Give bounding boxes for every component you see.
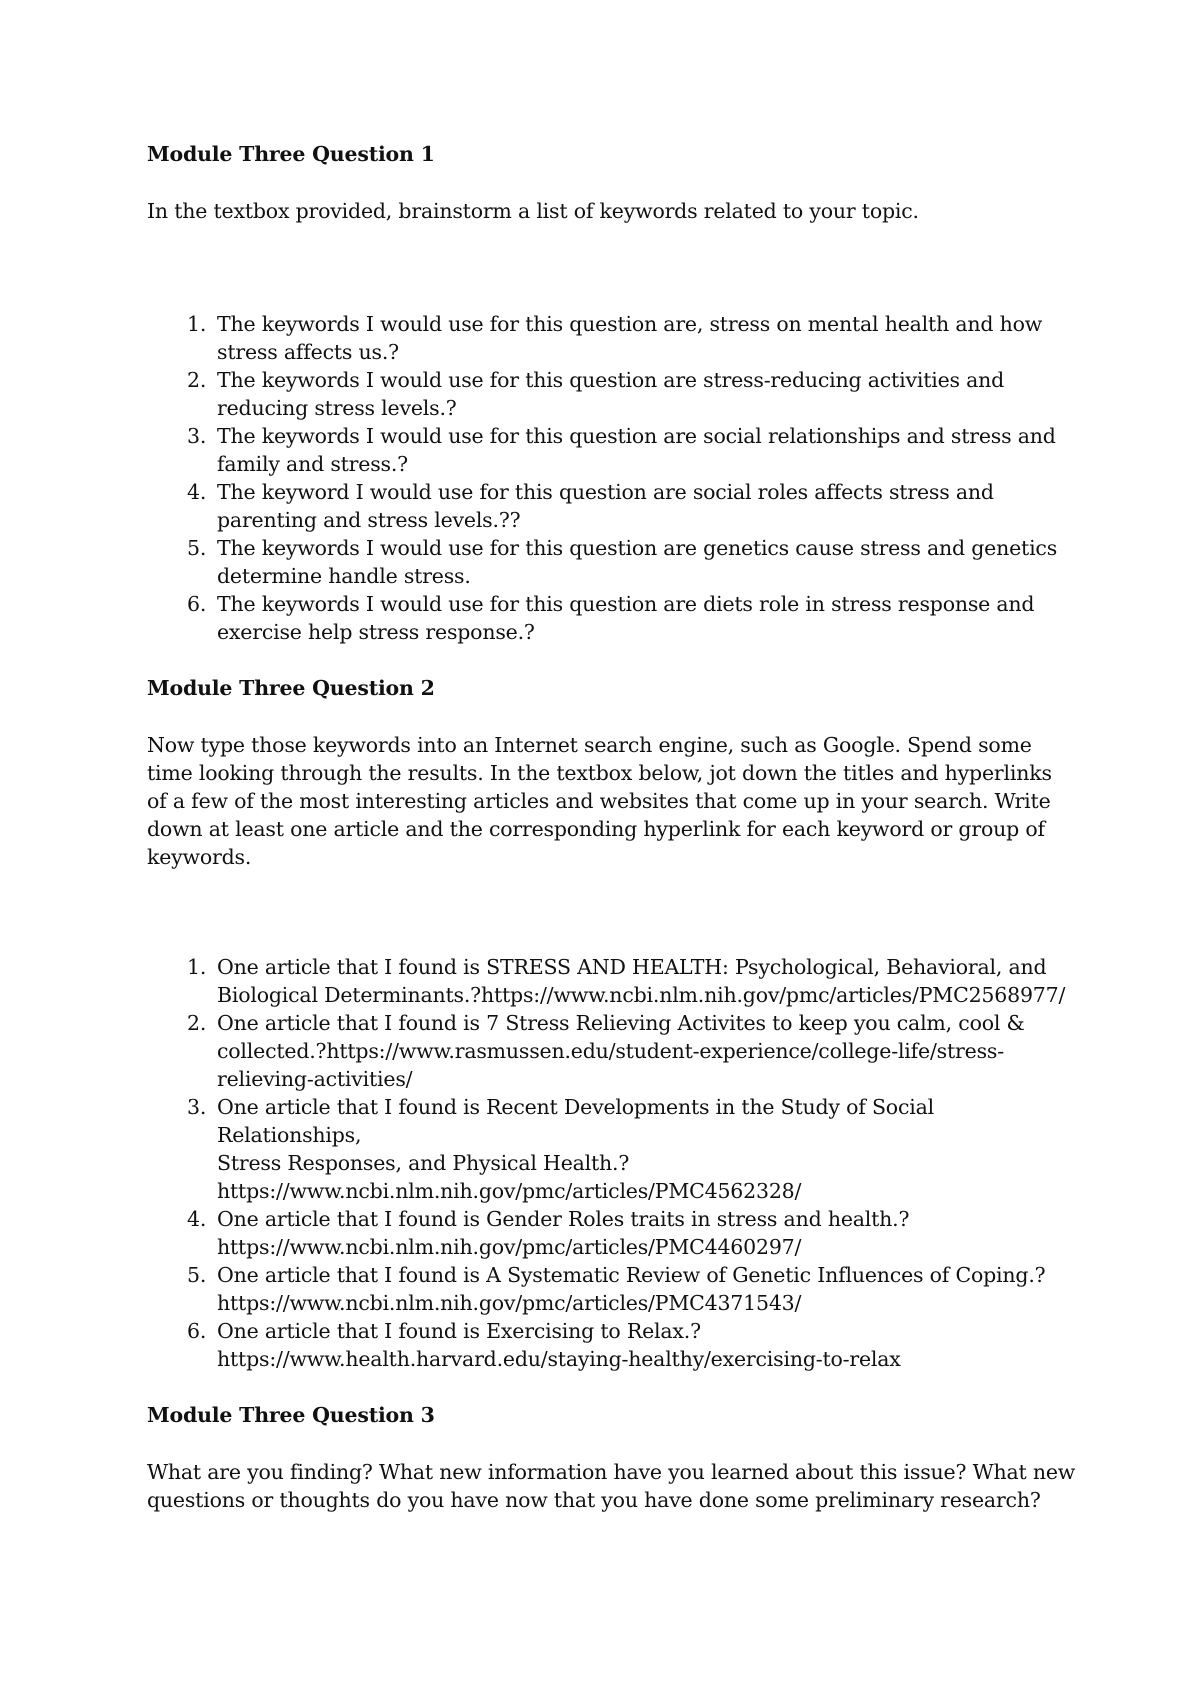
list-item-line: https://www.ncbi.nlm.nih.gov/pmc/articles/PMC4460297/ (217, 1235, 802, 1259)
list-number: 5. (187, 1263, 207, 1287)
q3-heading: Module Three Question 3 (147, 1403, 435, 1427)
list-item-line: One article that I found is STRESS AND HEALTH: Psychological, Behavioral, and (217, 955, 1047, 979)
list-item-text: The keywords I would use for this question are social relationships and stress and family and stress.? (217, 424, 1056, 476)
q3-prompt: What are you finding? What new information have you learned about this issue? What new questions or thoughts do you have now that you have done some preliminary research? (147, 1460, 1076, 1512)
list-item-line: collected.?https://www.rasmussen.edu/student-experience/college-life/stress- (217, 1039, 1004, 1063)
q1-keyword-list (147, 310, 1077, 646)
q2-prompt: Now type those keywords into an Internet search engine, such as Google. Spend some time looking through the results. In the textbox below, jot down the titles and hyperlinks of a few of the most interesting articles and websites that come up in your search. Write down at least one article and the corresponding hyperlink for each keyword or group of keywords. (147, 733, 1052, 869)
list-number: 4. (187, 480, 207, 504)
list-item (147, 590, 1077, 646)
list-number: 3. (187, 424, 207, 448)
list-number: 5. (187, 536, 207, 560)
q1-heading: Module Three Question 1 (147, 142, 435, 166)
list-item (147, 1261, 1077, 1317)
list-item (147, 310, 1077, 366)
q2-article-list (147, 953, 1077, 1373)
list-item-line: One article that I found is Recent Developments in the Study of Social Relationships, (217, 1095, 934, 1147)
list-item (147, 1317, 1077, 1373)
list-number: 6. (187, 592, 207, 616)
list-number: 2. (187, 368, 207, 392)
list-item-line: One article that I found is Gender Roles traits in stress and health.? (217, 1207, 910, 1231)
list-item-line: Stress Responses, and Physical Health.? (217, 1151, 630, 1175)
list-item (147, 1205, 1077, 1261)
list-number: 2. (187, 1011, 207, 1035)
list-item-text: The keywords I would use for this question are diets role in stress response and exercise help stress response.? (217, 592, 1035, 644)
list-item-line: One article that I found is A Systematic Review of Genetic Influences of Coping.? (217, 1263, 1046, 1287)
list-number: 6. (187, 1319, 207, 1343)
list-item (147, 478, 1077, 534)
list-item-line: https://www.ncbi.nlm.nih.gov/pmc/articles/PMC4371543/ (217, 1291, 802, 1315)
list-item (147, 422, 1077, 478)
list-item (147, 366, 1077, 422)
document-page (147, 140, 1077, 1514)
list-item-line: https://www.health.harvard.edu/staying-healthy/exercising-to-relax (217, 1347, 901, 1371)
q1-prompt: In the textbox provided, brainstorm a list of keywords related to your topic. (147, 199, 919, 223)
list-item-text: The keywords I would use for this question are genetics cause stress and genetics determine handle stress. (217, 536, 1058, 588)
list-item-line: Biological Determinants.?https://www.ncbi.nlm.nih.gov/pmc/articles/PMC2568977/ (217, 983, 1066, 1007)
list-item (147, 953, 1077, 1009)
list-item (147, 534, 1077, 590)
list-number: 1. (187, 955, 207, 979)
list-item-line: relieving-activities/ (217, 1067, 413, 1091)
q2-heading: Module Three Question 2 (147, 676, 435, 700)
list-item-text: The keyword I would use for this question are social roles affects stress and parenting and stress levels.?? (217, 480, 994, 532)
list-number: 4. (187, 1207, 207, 1231)
list-number: 3. (187, 1095, 207, 1119)
list-item-text: The keywords I would use for this question are, stress on mental health and how stress affects us.? (217, 312, 1043, 364)
list-item-text: The keywords I would use for this question are stress-reducing activities and reducing stress levels.? (217, 368, 1005, 420)
list-item (147, 1009, 1077, 1093)
list-item-line: https://www.ncbi.nlm.nih.gov/pmc/articles/PMC4562328/ (217, 1179, 802, 1203)
list-item (147, 1093, 1077, 1205)
list-item-line: One article that I found is Exercising to Relax.? (217, 1319, 701, 1343)
list-number: 1. (187, 312, 207, 336)
list-item-line: One article that I found is 7 Stress Relieving Activites to keep you calm, cool & (217, 1011, 1025, 1035)
